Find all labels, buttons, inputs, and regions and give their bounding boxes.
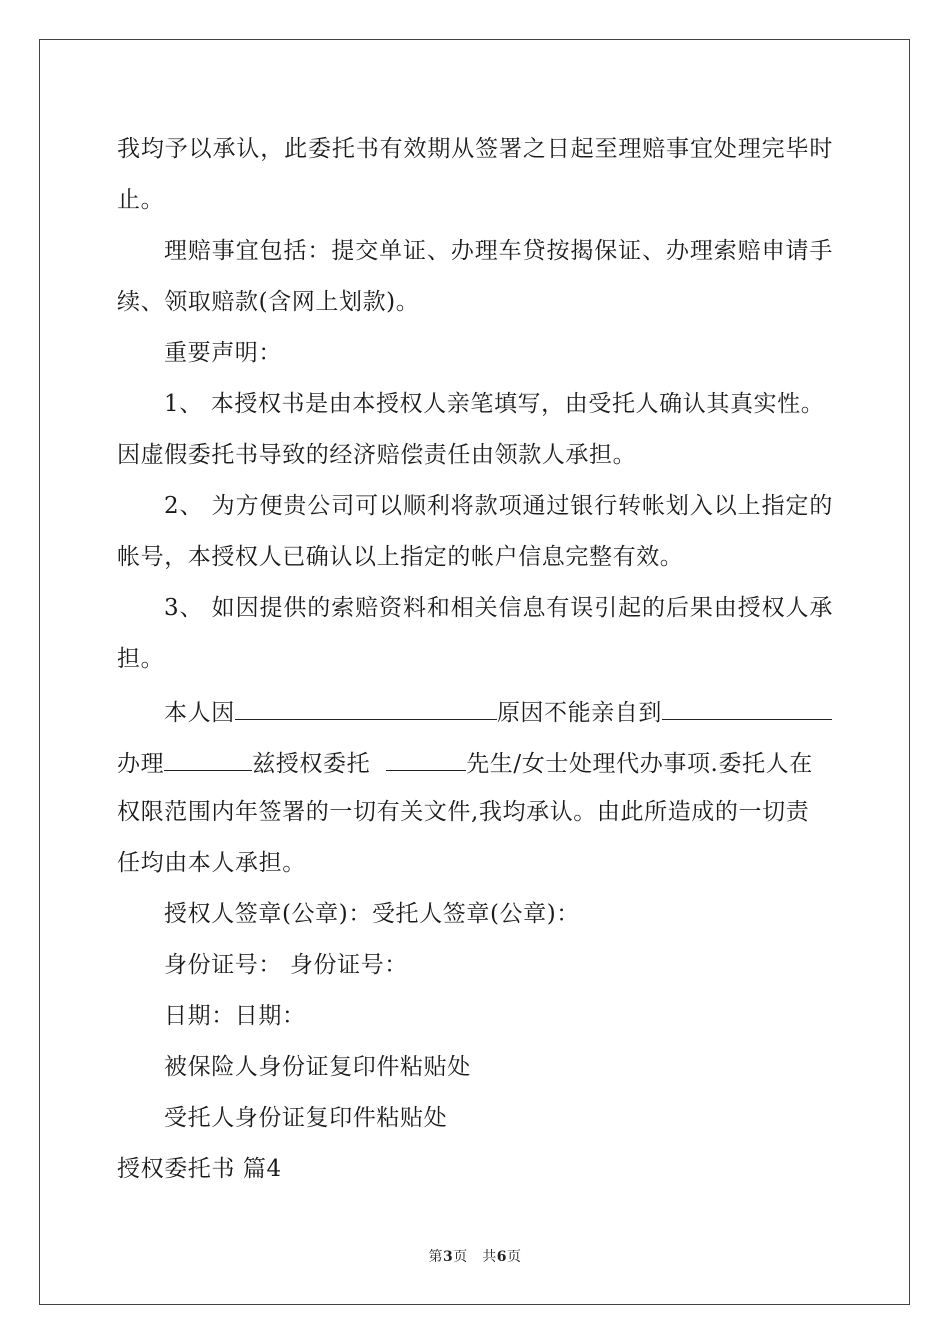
section-title: 授权委托书 篇4 bbox=[117, 1156, 282, 1182]
section-heading: 重要声明： bbox=[164, 340, 282, 366]
date-line: 日期：日期： bbox=[164, 1003, 306, 1029]
statement-item-1: 1、 本授权书是由本授权人亲笔填写，由受托人确认其真实性。 bbox=[164, 391, 825, 417]
paragraph-line: 我均予以承认，此委托书有效期从签署之日起至理赔事宜处理完毕时 bbox=[117, 136, 833, 162]
agent-name-blank bbox=[386, 746, 466, 771]
statement-item-2: 2、 为方便贵公司可以顺利将款项通过银行转帐划入以上指定的 bbox=[164, 493, 833, 519]
fill-in-line bbox=[164, 695, 832, 728]
paragraph-line: 止。 bbox=[117, 187, 165, 213]
paragraph-line: 帐号，本授权人已确认以上指定的帐户信息完整有效。 bbox=[117, 544, 684, 570]
handle-suffix: 先生/女士处理代办事项.委托人在 bbox=[466, 751, 813, 777]
footer-page-prefix: 第 bbox=[428, 1249, 443, 1265]
footer-page-suffix: 页 bbox=[507, 1249, 522, 1265]
paragraph-line: 因虚假委托书导致的经济赔偿责任由领款人承担。 bbox=[117, 442, 637, 468]
handle-middle: 兹授权委托 bbox=[252, 751, 371, 777]
page-footer bbox=[0, 1248, 950, 1266]
paragraph-line: 权限范围内年签署的一切有关文件,我均承认。由此所造成的一切责 bbox=[117, 799, 810, 825]
signature-line: 授权人签章(公章)：受托人签章(公章)： bbox=[164, 901, 580, 927]
reason-blank bbox=[235, 695, 497, 720]
handle-line bbox=[117, 746, 813, 779]
matter-blank bbox=[164, 746, 252, 771]
id-number-line: 身份证号： 身份证号： bbox=[164, 952, 408, 978]
statement-item-3: 3、 如因提供的索赔资料和相关信息有误引起的后果由授权人承 bbox=[164, 595, 833, 621]
paragraph-line: 理赔事宜包括：提交单证、办理车贷按揭保证、办理索赔申请手 bbox=[164, 238, 833, 264]
insured-id-paste-label: 被保险人身份证复印件粘贴处 bbox=[164, 1054, 471, 1080]
footer-page-middle: 页 共 bbox=[453, 1249, 497, 1265]
location-blank bbox=[662, 695, 832, 720]
footer-current-page: 3 bbox=[443, 1249, 454, 1265]
handle-prefix: 办理 bbox=[117, 751, 165, 777]
agent-id-paste-label: 受托人身份证复印件粘贴处 bbox=[164, 1105, 448, 1131]
paragraph-line: 任均由本人承担。 bbox=[117, 850, 306, 876]
fill-middle: 原因不能亲自到 bbox=[496, 700, 663, 726]
paragraph-line: 续、领取赔款(含网上划款)。 bbox=[117, 289, 420, 315]
paragraph-line: 担。 bbox=[117, 646, 165, 672]
fill-prefix: 本人因 bbox=[164, 700, 235, 726]
footer-total-pages: 6 bbox=[496, 1249, 507, 1265]
